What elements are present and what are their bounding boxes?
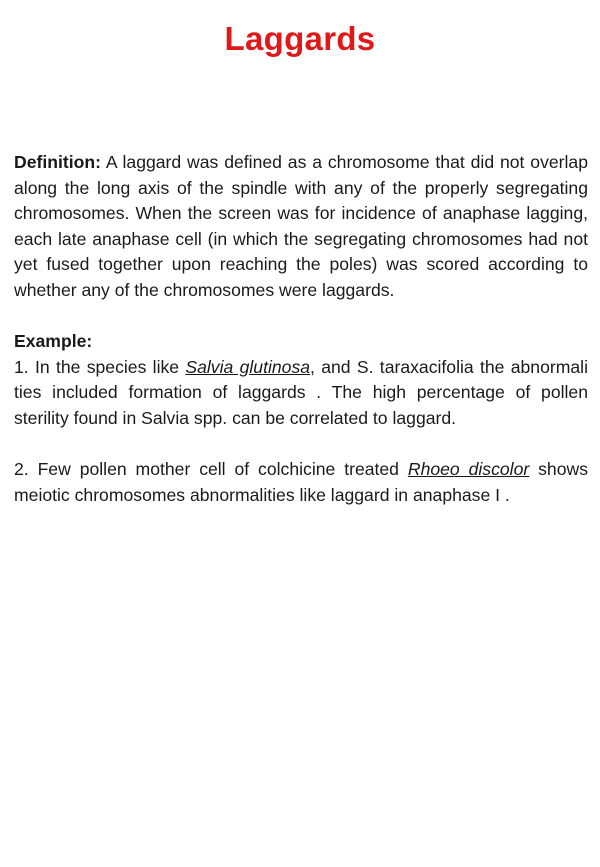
species-name-rhoeo-discolor: Rhoeo discolor: [407, 459, 530, 480]
page-title: Laggards: [224, 20, 376, 57]
example-item-2: [14, 457, 588, 508]
definition-text: A laggard was defined as a chromosome that did not overlap along the long axis of the spindle with any of the properly segregating chromosomes. When the screen was for incidence of anaphase lagging, each late anaphase cell (in which the segregating chromosomes had not yet fused together upon reaching the poles) was scored according to whether any of the chromosomes were laggards.: [14, 152, 588, 300]
example-label: Example:: [14, 331, 93, 352]
example-item-2-before: 2. Few pollen mother cell of colchicine treated: [14, 459, 408, 480]
paragraph-spacer: [14, 304, 588, 330]
paragraph-spacer: [14, 432, 588, 458]
example-heading-paragraph: [14, 329, 588, 355]
definition-label: Definition:: [14, 152, 101, 172]
definition-paragraph: [14, 150, 588, 304]
slide-content: [14, 150, 588, 508]
example-item-2-after: shows meiotic chromosomes abnormalities like laggard in anaphase I .: [14, 459, 588, 505]
example-item-1-before: 1. In the species like: [14, 356, 186, 377]
example-item-1-after: , and S. taraxacifolia the abnormali ties included formation of laggards . The high percentage of pollen sterility found in Salvia spp. can be correlated to laggard.: [14, 356, 588, 428]
example-item-1: [14, 355, 588, 432]
species-name-salvia-glutinosa: Salvia glutinosa: [185, 356, 311, 377]
